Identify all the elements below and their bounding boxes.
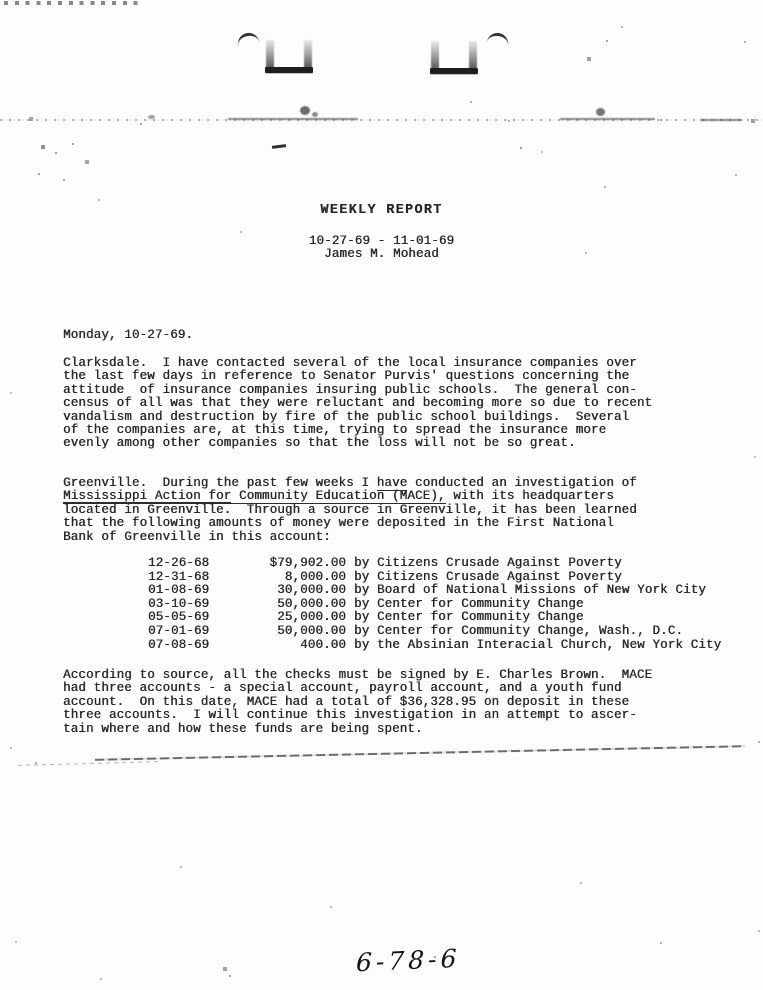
underlined-text: have	[376, 476, 408, 490]
deposit-amount: 50,000.00	[277, 623, 346, 638]
paragraph-line: tain where and how these funds are being spent.	[63, 721, 423, 736]
paragraph-line: vandalism and destruction by fire of the public school buildings. Several	[63, 409, 630, 424]
deposit-row	[148, 584, 721, 598]
paragraph-line: of the companies are, at this time, trying to spread the insurance more	[63, 422, 607, 437]
pen-arc-mark	[486, 32, 510, 48]
deposit-date: 03-10-69	[148, 596, 210, 611]
ink-smudge	[148, 115, 155, 119]
deposit-row	[148, 557, 721, 571]
deposit-amount: 30,000.00	[277, 583, 346, 598]
scan-specks	[0, 0, 2, 2]
paragraph-greenville	[63, 477, 637, 544]
deposit-date: 12-26-68	[148, 556, 210, 570]
paragraph-clarksdale	[63, 357, 652, 451]
deposit-table	[148, 557, 721, 652]
paragraph-line: Clarksdale. I have contacted several of the local insurance companies over	[63, 356, 637, 370]
paragraph-according	[63, 669, 652, 736]
underlined-text: Mississippi Action for Community Education (MACE),	[63, 489, 446, 504]
day-heading: Monday, 10-27-69.	[63, 328, 194, 342]
ink-dash-mark	[272, 144, 286, 149]
handwritten-case-number: 6-78-6	[355, 943, 461, 978]
paragraph-line: the last few days in reference to Senator Purvis' questions concerning the	[63, 369, 630, 384]
scan-fold-line-dark	[560, 118, 655, 120]
deposit-date: 12-31-68	[148, 569, 210, 584]
ink-smudge	[596, 108, 605, 116]
ink-smudge	[312, 112, 318, 117]
text-segment: Greenville. During the past few weeks I	[63, 476, 377, 490]
deposit-source: by Center for Community Change	[354, 596, 584, 611]
staple-mark-right	[431, 41, 477, 74]
report-date-range: 10-27-69 - 11-01-69	[308, 234, 455, 248]
paragraph-line: According to source, all the checks must be signed by E. Charles Brown. MACE	[63, 668, 653, 682]
paragraph-line: evenly among other companies so that the loss will not be so great.	[63, 436, 576, 451]
scratch-line	[95, 745, 745, 760]
report-author: James M. Mohead	[324, 247, 439, 261]
paragraph-line: census of all was that they were reluctant and becoming more so due to recent	[63, 396, 653, 411]
deposit-row	[148, 639, 721, 653]
deposit-date: 05-05-69	[148, 610, 210, 625]
scratch-line	[18, 761, 158, 766]
report-title: WEEKLY REPORT	[320, 203, 443, 218]
paragraph-line: had three accounts - a special account, payroll account, and a youth fund	[63, 681, 622, 696]
deposit-source: by Center for Community Change	[354, 610, 584, 625]
deposit-row	[148, 571, 721, 585]
deposit-amount: 50,000.00	[277, 596, 346, 611]
deposit-source: by Citizens Crusade Against Poverty	[354, 556, 622, 570]
text-segment: Through a source in Greenville, it has been learned	[231, 502, 637, 517]
paragraph-line: Bank of Greenville in this account:	[63, 529, 331, 544]
paragraph-line: three accounts. I will continue this investigation in an attempt to ascer-	[63, 708, 637, 723]
paragraph-line: account. On this date, MACE had a total of $36,328.95 on deposit in these	[63, 694, 630, 709]
staple-mark-left	[266, 40, 312, 73]
deposit-source: by Board of National Missions of New York City	[354, 583, 706, 598]
ink-smudge	[300, 106, 310, 115]
scan-fold-line-dark	[700, 119, 742, 121]
deposit-row	[148, 611, 721, 625]
deposit-amount: 400.00	[300, 637, 346, 652]
scan-fold-line-dark	[228, 118, 358, 120]
paragraph-line: that the following amounts of money were deposited in the First National	[63, 516, 614, 531]
paragraph-line: attitude of insurance companies insuring public schools. The general con-	[63, 382, 637, 397]
pen-arc-mark	[236, 31, 260, 48]
deposit-date: 07-01-69	[148, 623, 210, 638]
paragraph-line	[63, 477, 637, 490]
text-segment: with its headquarters	[445, 489, 614, 504]
deposit-source: by the Absinian Interacial Church, New York City	[354, 637, 722, 652]
text-segment: conducted an investigation of	[407, 476, 637, 490]
deposit-source: by Center for Community Change, Wash., D.C.	[354, 623, 684, 638]
overlined-text: located in Greenville.	[63, 502, 232, 517]
paragraph-line	[63, 504, 637, 517]
deposit-amount: $79,902.00	[269, 556, 346, 570]
deposit-date: 07-08-69	[148, 637, 210, 652]
deposit-row	[148, 598, 721, 612]
deposit-date: 01-08-69	[148, 583, 210, 598]
deposit-amount: 25,000.00	[277, 610, 346, 625]
deposit-source: by Citizens Crusade Against Poverty	[354, 569, 622, 584]
perforation-dots	[4, 1, 144, 5]
deposit-row	[148, 625, 721, 639]
deposit-amount: 8,000.00	[284, 569, 346, 584]
